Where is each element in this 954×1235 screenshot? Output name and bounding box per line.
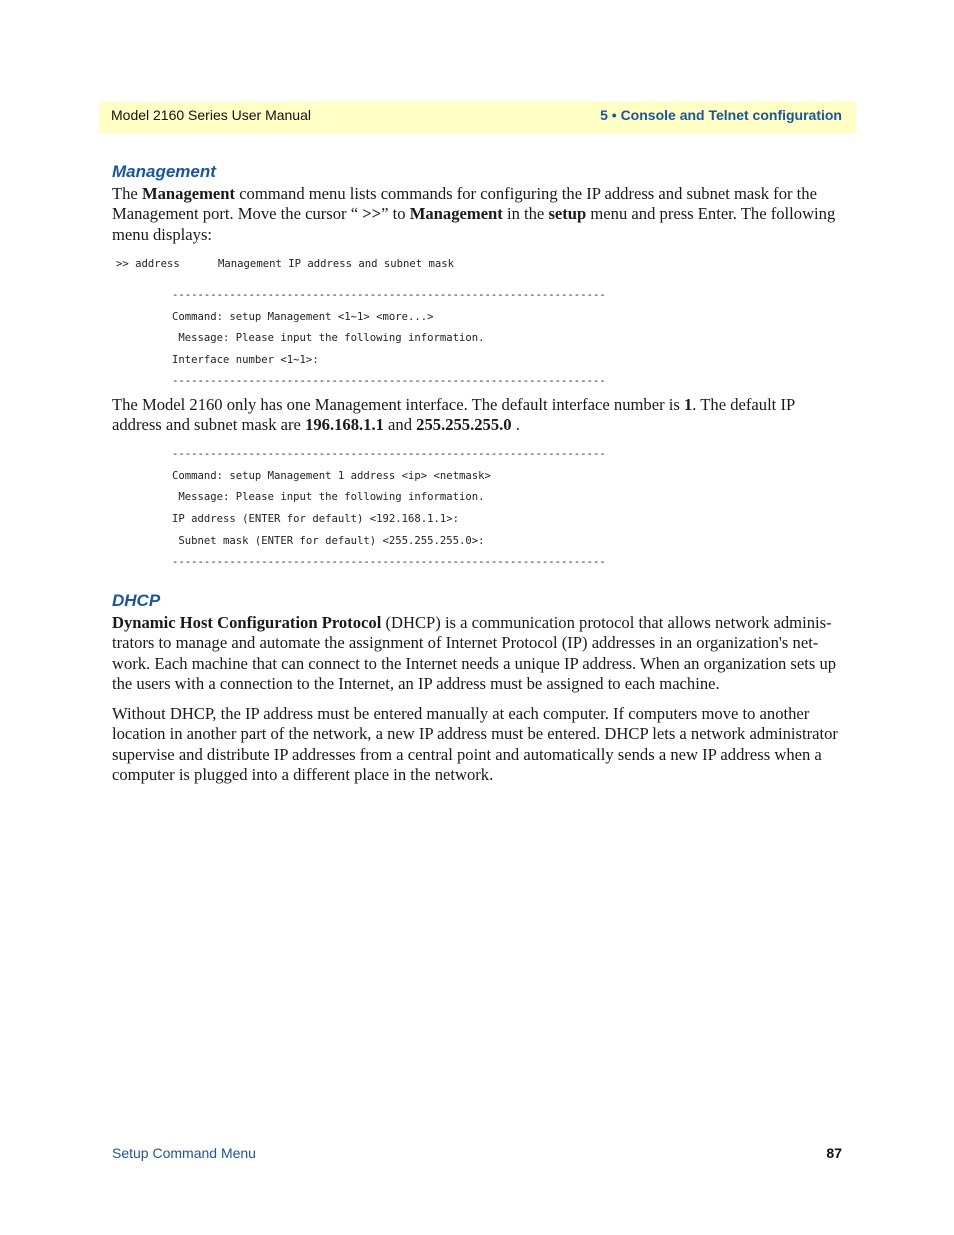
dhcp-explanation-paragraph: Without DHCP, the IP address must be entered manually at each computer. If computers move to another location in another part of the network, a new IP address must be entered. DHCP lets a network administrator supervise and distribute IP addresses from a central point and automatically sends a new IP address when a computer is plugged into a different place in the network. xyxy=(112,704,838,784)
page-number: 87 xyxy=(826,1145,842,1161)
console-line: Command: setup Management 1 address <ip> <netmask> xyxy=(172,470,491,482)
console-line: -------------------------------------------------------------------- xyxy=(172,289,606,301)
console-line: IP address (ENTER for default) <192.168.1.1>: xyxy=(172,513,460,525)
console-line: -------------------------------------------------------------------- xyxy=(172,448,606,460)
console-line: Message: Please input the following information. xyxy=(172,491,485,503)
management-default-paragraph: The Model 2160 only has one Management interface. The default interface number is 1. The default IP address and subnet mask are 196.168.1.1 and 255.255.255.0 . xyxy=(112,395,795,435)
console-line: -------------------------------------------------------------------- xyxy=(172,556,606,568)
console-line: Interface number <1~1>: xyxy=(172,354,319,366)
console-line: Subnet mask (ENTER for default) <255.255.255.0>: xyxy=(172,535,485,547)
dhcp-definition-paragraph: Dynamic Host Configuration Protocol (DHCP) is a communication protocol that allows network adminis-trators to manage and automate the assignment of Internet Protocol (IP) addresses in an organization's net-work. Each machine that can connect to the Internet needs a unique IP address. When an organization sets up the users with a connection to the Internet, an IP address must be assigned to each machine. xyxy=(112,613,837,693)
manual-title: Model 2160 Series User Manual xyxy=(111,107,311,123)
menu-line: >> address Management IP address and subnet mask xyxy=(116,258,455,270)
console-line: Message: Please input the following information. xyxy=(172,332,485,344)
chapter-title: 5 • Console and Telnet configuration xyxy=(600,107,842,123)
management-heading: Management xyxy=(112,162,216,181)
console-line: -------------------------------------------------------------------- xyxy=(172,375,606,387)
running-header xyxy=(99,101,856,133)
footer-section-title: Setup Command Menu xyxy=(112,1145,256,1161)
management-intro-paragraph: The Management command menu lists commands for configuring the IP address and subnet mask for the Management port. Move the cursor “ >>” to Management in the setup menu and press Enter. The following menu displays: xyxy=(112,184,836,244)
console-line: Command: setup Management <1~1> <more...> xyxy=(172,311,434,323)
dhcp-heading: DHCP xyxy=(112,591,161,610)
